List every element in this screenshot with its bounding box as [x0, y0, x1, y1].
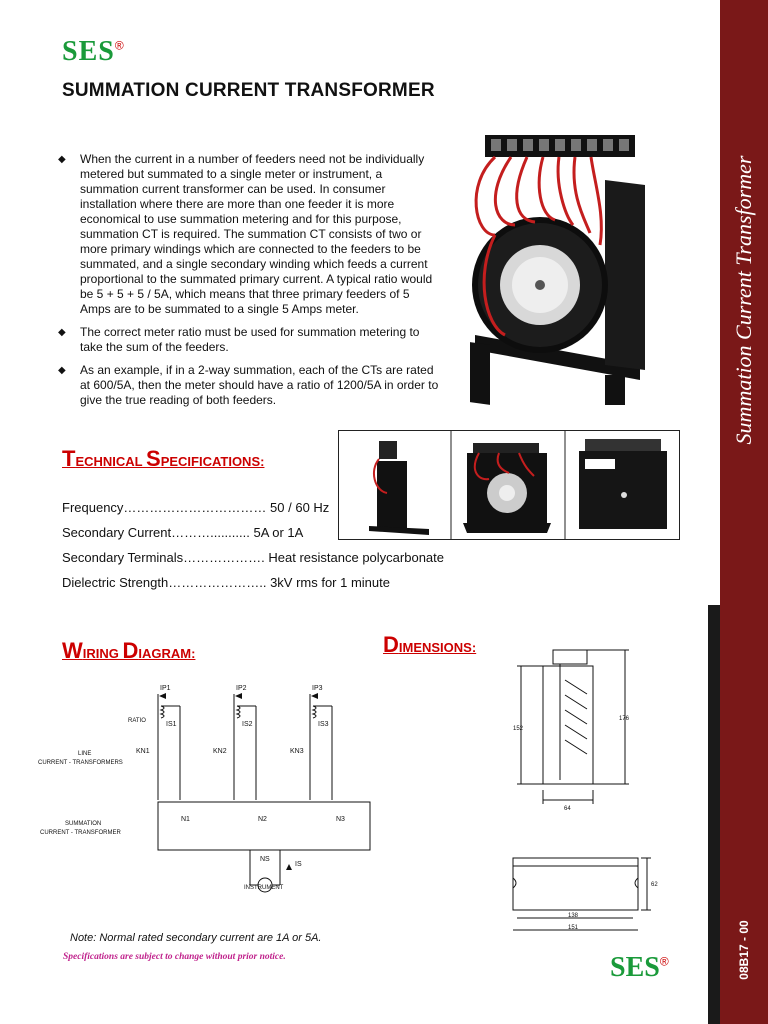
instrument-label: INSTRUMENT	[244, 885, 284, 891]
title-initial: D	[383, 632, 399, 657]
bullet-text: When the current in a number of feeders need not be individually metered but summated to a single meter or instrument, a summation current transformer can be used. In consumer installation where there are more than one feeder it is more economical to use summation metering and for this purpose, summation CT is required. The summation CT consists of two or more primary windings which are connected to the feeders to be summated, and a single secondary winding which feeds a current proportional to the summated primary current. A typical ratio would be 5 + 5 + 5 / 5A, which means that three primary feeders of 5 Amps are to be summated to a single 5 Amps meter.	[80, 152, 433, 316]
logo-text: SES	[62, 36, 115, 67]
diamond-bullet-icon: ◆	[58, 365, 66, 376]
sidebar-title: Summation Current Transformer	[731, 155, 756, 445]
logo-text: SES	[610, 952, 660, 983]
page-title: SUMMATION CURRENT TRANSFORMER	[62, 80, 435, 101]
title-rest: ECHNICAL	[75, 454, 146, 469]
bullet-text: As an example, if in a 2-way summation, each of the CTs are rated at 600/5A, then the meter should have a ratio of 1200/5A in order to give the true reading of both feeders.	[80, 363, 439, 407]
ns-label: NS	[260, 856, 270, 863]
dimension-drawing-side	[495, 640, 645, 820]
dim-64: 64	[564, 806, 571, 812]
title-initial: S	[146, 446, 161, 471]
spec-value: Heat resistance polycarbonate	[268, 550, 444, 565]
ip1-label: IP1	[160, 685, 171, 692]
spec-value: 3kV rms for 1 minute	[270, 575, 390, 590]
spec-label: Frequency……………………………	[62, 500, 267, 515]
dim-138: 138	[568, 913, 579, 919]
summation-ct-label: CURRENT - TRANSFORMER	[40, 830, 121, 836]
title-rest: PECIFICATIONS:	[160, 454, 265, 469]
title-rest: IRING	[82, 646, 123, 661]
dim-152: 152	[513, 726, 524, 732]
line-ct-label: CURRENT - TRANSFORMERS	[38, 760, 123, 766]
sidebar-band	[720, 0, 768, 1024]
spec-label: Dielectric Strength…………………..	[62, 575, 267, 590]
list-item	[56, 152, 441, 317]
registered-mark: ®	[114, 38, 125, 53]
n1-label: N1	[181, 816, 190, 823]
is-label: IS	[295, 861, 302, 868]
ratio-label: RATIO	[128, 718, 146, 724]
footnote: Note: Normal rated secondary current are 1A or 5A.	[70, 932, 322, 944]
registered-mark: ®	[659, 954, 669, 969]
ip3-label: IP3	[312, 685, 323, 692]
dimension-drawing-top	[495, 848, 665, 943]
kn3-label: KN3	[290, 748, 304, 755]
spec-row-secondary-current	[62, 525, 303, 540]
is1-label: IS1	[166, 721, 177, 728]
is2-label: IS2	[242, 721, 253, 728]
ses-logo-footer	[610, 952, 669, 984]
product-thumbnails	[338, 430, 680, 540]
spec-value: 5A or 1A	[253, 525, 304, 540]
dim-151: 151	[568, 925, 579, 931]
bullet-text: The correct meter ratio must be used for summation metering to take the sum of the feeders.	[80, 325, 420, 354]
sidebar-accent	[708, 605, 720, 1024]
title-initial: D	[122, 638, 139, 663]
dimensions-title	[383, 632, 476, 658]
title-rest: IMENSIONS:	[398, 640, 477, 655]
is3-label: IS3	[318, 721, 329, 728]
title-rest: IAGRAM:	[138, 646, 196, 661]
wiring-diagram	[30, 680, 390, 900]
list-item	[56, 363, 441, 408]
spec-label: Secondary Current………...........	[62, 525, 250, 540]
description-list	[56, 152, 441, 416]
title-initial: W	[62, 638, 83, 663]
summation-label: SUMMATION	[65, 821, 102, 827]
list-item	[56, 325, 441, 355]
ses-logo	[62, 36, 125, 68]
title-initial: T	[62, 446, 76, 471]
spec-row-frequency	[62, 500, 329, 515]
line-label: LINE	[78, 751, 92, 757]
tech-specs-title	[62, 446, 264, 472]
ip2-label: IP2	[236, 685, 247, 692]
diamond-bullet-icon: ◆	[58, 327, 66, 338]
kn1-label: KN1	[136, 748, 150, 755]
disclaimer: Specifications are subject to change without prior notice.	[63, 952, 286, 962]
spec-value: 50 / 60 Hz	[270, 500, 330, 515]
document-code: 08B17 - 00	[737, 920, 751, 980]
spec-row-secondary-terminals	[62, 550, 444, 565]
kn2-label: KN2	[213, 748, 227, 755]
n3-label: N3	[336, 816, 345, 823]
dim-176: 176	[619, 716, 630, 722]
product-photo	[455, 125, 650, 415]
spec-row-dielectric-strength	[62, 575, 390, 590]
n2-label: N2	[258, 816, 267, 823]
diamond-bullet-icon: ◆	[58, 154, 66, 165]
dim-62: 62	[651, 882, 658, 888]
wiring-diagram-title	[62, 638, 195, 664]
spec-label: Secondary Terminals……………….	[62, 550, 265, 565]
